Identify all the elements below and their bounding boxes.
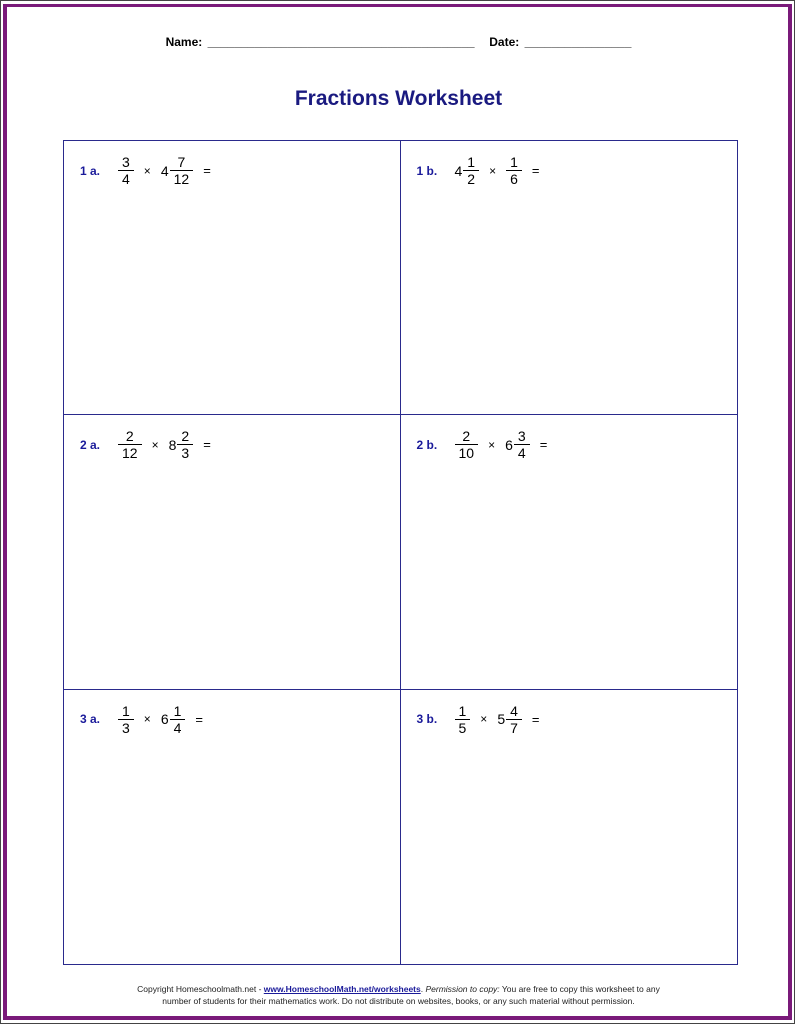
footer [1, 983, 795, 1007]
denominator: 10 [458, 445, 475, 462]
multiply-sign: × [143, 163, 151, 178]
header [1, 35, 795, 49]
equals-sign: = [203, 437, 211, 453]
fraction [506, 154, 522, 187]
equals-sign: = [195, 711, 203, 727]
denominator: 3 [181, 445, 190, 462]
problem [417, 703, 540, 736]
numerator: 1 [173, 702, 182, 719]
equals-sign: = [539, 437, 548, 453]
problem-cell [401, 690, 738, 964]
equals-sign: = [531, 711, 540, 727]
problem-cell [64, 415, 401, 689]
denominator: 5 [458, 719, 467, 736]
whole-number: 8 [168, 436, 177, 453]
denominator: 4 [122, 171, 130, 187]
denominator: 3 [122, 719, 130, 736]
problem-number: 1 a. [80, 163, 101, 178]
numerator: 3 [517, 428, 526, 445]
name-label: Name: [165, 35, 203, 49]
numerator: 1 [122, 702, 130, 719]
problem-cell [401, 141, 738, 415]
multiply-sign: × [143, 712, 151, 727]
footer-line-1 [1, 983, 795, 995]
problem-cell [401, 415, 738, 689]
denominator: 6 [510, 171, 518, 187]
problem-number: 3 b. [416, 712, 438, 727]
problem-cell [64, 141, 401, 415]
permission-label: Permission to copy: [425, 984, 500, 994]
numerator: 3 [122, 154, 130, 170]
problem [80, 154, 211, 187]
denominator: 12 [122, 445, 138, 462]
multiply-sign: × [489, 163, 497, 178]
numerator: 2 [462, 428, 471, 445]
problem-number: 3 a. [80, 712, 101, 727]
denominator: 2 [467, 171, 476, 187]
problem [80, 428, 211, 461]
whole-number: 6 [505, 436, 513, 453]
whole-number: 4 [454, 162, 463, 179]
date-line: ________________ [524, 35, 632, 49]
footer-line-2: number of students for their mathematics work. Do not distribute on websites, books, or any such material without permission. [162, 996, 635, 1006]
fraction [455, 428, 479, 461]
numerator: 1 [510, 154, 518, 170]
fraction [118, 703, 134, 736]
fraction [455, 703, 471, 736]
whole-number: 6 [160, 711, 169, 728]
problem-number: 1 b. [416, 163, 438, 178]
page-title: Fractions Worksheet [294, 87, 503, 110]
denominator: 12 [173, 171, 190, 187]
footer-period: . [420, 984, 426, 994]
fraction [177, 428, 193, 461]
problem-grid [63, 140, 738, 965]
fraction [463, 154, 479, 187]
name-line: ________________________________________ [207, 35, 475, 49]
fraction [170, 703, 186, 736]
permission-text: You are free to copy this worksheet to any [499, 984, 660, 994]
whole-number: 4 [160, 162, 169, 179]
numerator: 1 [467, 154, 476, 170]
problem-number: 2 b. [416, 437, 438, 452]
numerator: 2 [181, 428, 190, 445]
fraction [506, 703, 522, 736]
worksheets-link[interactable]: www.HomeschoolMath.net/worksheets [263, 984, 421, 994]
date-label: Date: [489, 35, 520, 49]
problem [417, 428, 548, 461]
equals-sign: = [203, 163, 211, 178]
multiply-sign: × [480, 712, 488, 727]
numerator: 2 [125, 428, 134, 445]
problem-cell [64, 690, 401, 964]
problem [417, 154, 540, 187]
numerator: 7 [177, 154, 186, 170]
fraction [170, 154, 194, 187]
whole-number: 5 [497, 711, 506, 728]
fraction [118, 428, 142, 461]
denominator: 4 [517, 445, 526, 462]
numerator: 4 [510, 702, 518, 719]
fraction [118, 154, 134, 187]
problem-number: 2 a. [80, 437, 101, 452]
numerator: 1 [458, 702, 467, 719]
denominator: 4 [173, 719, 182, 736]
denominator: 7 [510, 719, 518, 736]
problem [80, 703, 203, 736]
equals-sign: = [531, 163, 540, 178]
copyright-text: Copyright Homeschoolmath.net - [137, 984, 264, 994]
fraction [514, 428, 530, 461]
multiply-sign: × [488, 437, 496, 452]
multiply-sign: × [151, 437, 159, 452]
